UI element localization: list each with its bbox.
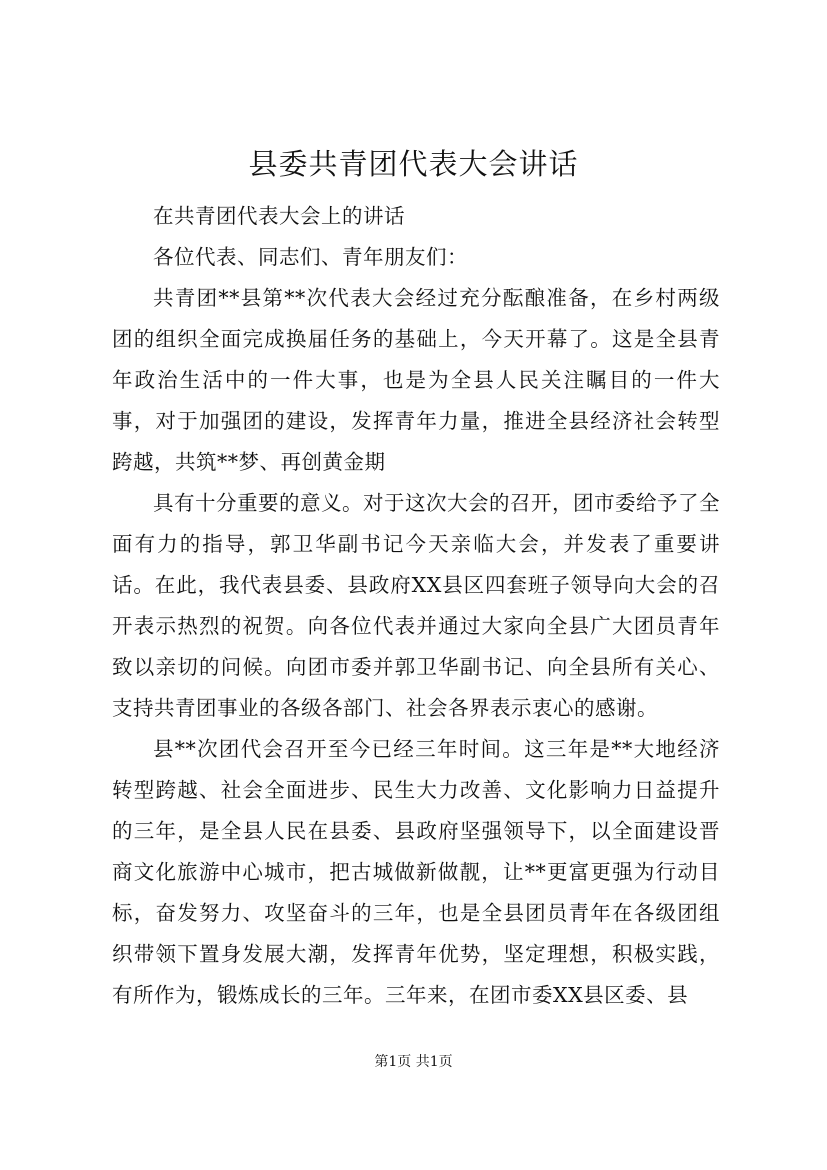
body-paragraph-2: 具有十分重要的意义。对于这次大会的召开，团市委给予了全面有力的指导，郭卫华副书记今天亲临大会，并发表了重要讲话。在此，我代表县委、县政府XX县区四套班子领导向大会的召开表示热烈的祝贺。向各位代表并通过大家向全县广大团员青年致以亲切的问候。向团市委并郭卫华副书记、向全县所有关心、支持共青团事业的各级各部门、社会各界表示衷心的感谢。: [112, 491, 720, 720]
page-footer: 第1页 共1页: [374, 1054, 453, 1070]
body-paragraph-3: 县**次团代会召开至今已经三年时间。这三年是**大地经济转型跨越、社会全面进步、民生大力改善、文化影响力日益提升的三年，是全县人民在县委、县政府坚强领导下，以全面建设晋商文化旅游中心城市，把古城做新做靓，让**更富更强为行动目标，奋发努力、攻坚奋斗的三年，也是全县团员青年在各级团组织带领下置身发展大潮，发挥青年优势，坚定理想，积极实践，有所作为，锻炼成长的三年。三年来，在团市委XX县区委、县: [112, 737, 720, 1007]
body-paragraph-1: 共青团**县第**次代表大会经过充分酝酿准备，在乡村两级团的组织全面完成换届任务的基础上，今天开幕了。这是全县青年政治生活中的一件大事，也是为全县人民关注瞩目的一件大事，对于加强团的建设，发挥青年力量，推进全县经济社会转型跨越，共筑**梦、再创黄金期: [112, 286, 720, 474]
subtitle-paragraph: 在共青团代表大会上的讲话: [153, 204, 405, 228]
salutation-paragraph: 各位代表、同志们、青年朋友们：: [153, 245, 468, 269]
document-body: [112, 196, 720, 1016]
document-title: 县委共青团代表大会讲话: [248, 147, 579, 181]
